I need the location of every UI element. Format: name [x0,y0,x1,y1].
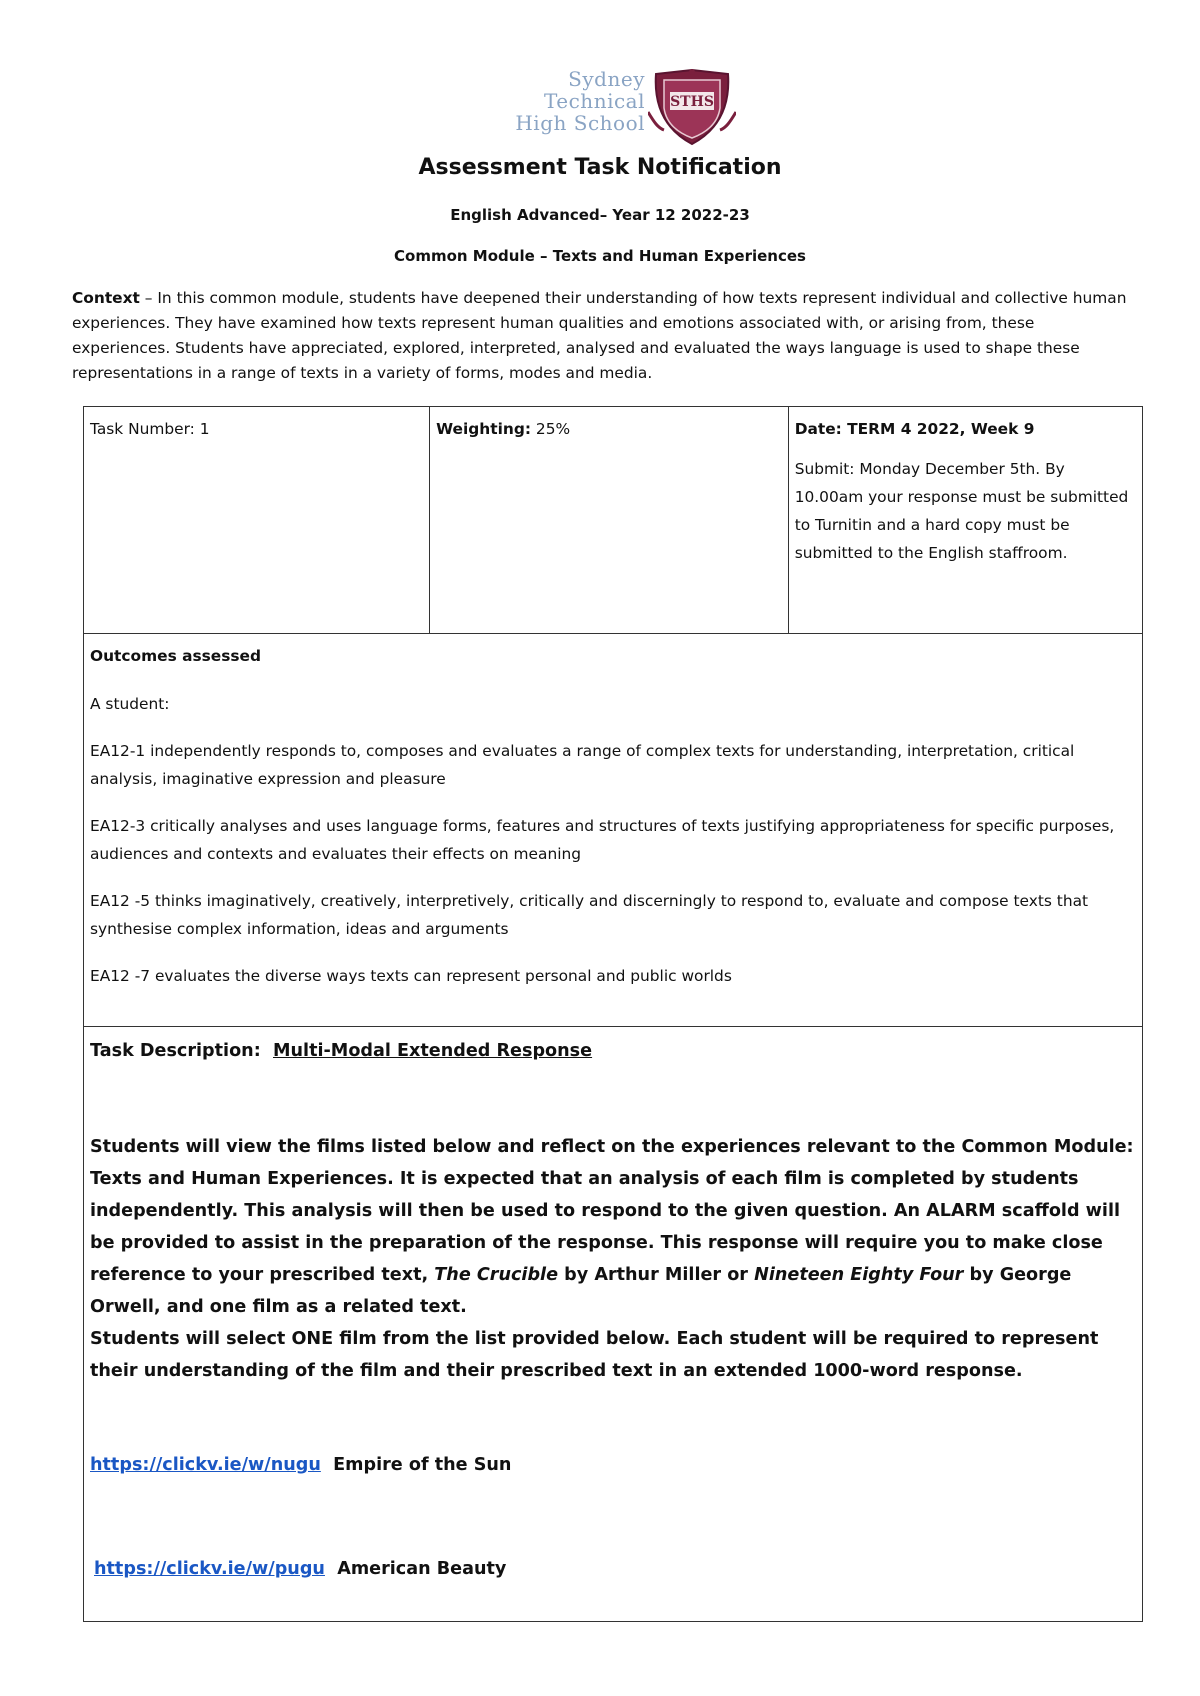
spacer [90,1481,1136,1553]
course-subtitle: English Advanced– Year 12 2022-23 [450,206,750,224]
film-item [90,1553,1136,1585]
school-name-line-1: Sydney [568,67,645,91]
task-description-title: Multi-Modal Extended Response [273,1041,593,1061]
film-title: American Beauty [337,1559,507,1579]
school-crest-icon [648,68,736,148]
svg-text:STHS: STHS [670,94,714,110]
outcome-item: EA12 -7 evaluates the diverse ways texts can represent personal and public worlds [90,967,732,985]
context-text: – In this common module, students have deepened their understanding of how texts represent individual and collective human experiences. They have examined how texts represent human qualities and emotions associated with, or arising from, these experiences. Students have appreciated, explored, interpreted, analysed and evaluated the ways language is used to shape these representations in a range of texts in a variety of forms, modes and media. [72,289,1127,382]
school-logo [470,68,740,148]
prescribed-text-2: Nineteen Eighty Four [754,1265,964,1285]
context-paragraph [72,286,1128,386]
context-label: Context [72,289,140,307]
task-description-cell [84,1027,1143,1622]
weighting [436,415,782,443]
film-item [90,1449,1136,1481]
spacer [90,1387,1136,1449]
outcome-item: EA12-3 critically analyses and uses language forms, features and structures of texts justifying appropriateness for specific purposes, audiences and contexts and evaluates their effects on meaning [90,817,1115,863]
task-description-row [84,1027,1143,1622]
task-number-cell [84,407,430,634]
submission-details: Submit: Monday December 5th. By 10.00am your response must be submitted to Turnitin and a hard copy must be submitted to the English staffroom. [794,460,1129,562]
film-title: Empire of the Sun [333,1455,512,1475]
school-name [470,68,645,134]
task-description-paragraph-1 [90,1131,1136,1323]
outcome-item: EA12-1 independently responds to, composes and evaluates a range of complex texts for understanding, interpretation, critical analysis, imaginative expression and pleasure [90,742,1075,788]
outcomes-row [84,634,1143,1027]
school-name-line-3: High School [515,111,645,135]
date-cell [788,407,1142,634]
assessment-table [83,406,1143,1622]
para1-text-a: Students will view the films listed below and reflect on the experiences relevant to the Common Module: Texts and Human Experiences. It is expected that an analysis of each film is completed by students independently. This analysis will then be used to respond to the given question. An ALARM scaffold will be provided to assist in the preparation of the response. This response will require you to make close reference to your prescribed text, [90,1137,1134,1285]
weighting-label: Weighting: [436,420,532,438]
spacer [90,1067,1136,1131]
task-description-paragraph-2: Students will select ONE film from the list provided below. Each student will be required to represent their understanding of the film and their prescribed text in an extended 1000-word response. [90,1329,1099,1381]
para1-text-c: by George Orwell, and one film as a related text. [90,1265,1072,1317]
film-link[interactable]: https://clickv.ie/w/nugu [90,1455,321,1475]
due-date: Date: TERM 4 2022, Week 9 [794,420,1035,438]
task-info-row [84,407,1143,634]
task-number: Task Number: 1 [90,420,210,438]
outcomes-heading: Outcomes assessed [90,647,262,665]
weighting-value: 25% [531,420,571,438]
weighting-cell [430,407,789,634]
school-name-line-2: Technical [543,89,645,113]
outcomes-intro: A student: [90,695,170,713]
prescribed-text-1: The Crucible [434,1265,559,1285]
outcomes-cell [84,634,1143,1027]
task-description-heading [90,1035,1136,1067]
task-description-label: Task Description: [90,1041,261,1061]
outcome-item: EA12 -5 thinks imaginatively, creatively, interpretively, critically and discerningly to respond to, evaluate and compose texts that synthesise complex information, ideas and arguments [90,892,1089,938]
page-title: Assessment Task Notification [418,155,782,180]
film-link[interactable]: https://clickv.ie/w/pugu [94,1559,325,1579]
para1-text-b: by Arthur Miller or [558,1265,755,1285]
module-subtitle: Common Module – Texts and Human Experiences [394,247,806,265]
